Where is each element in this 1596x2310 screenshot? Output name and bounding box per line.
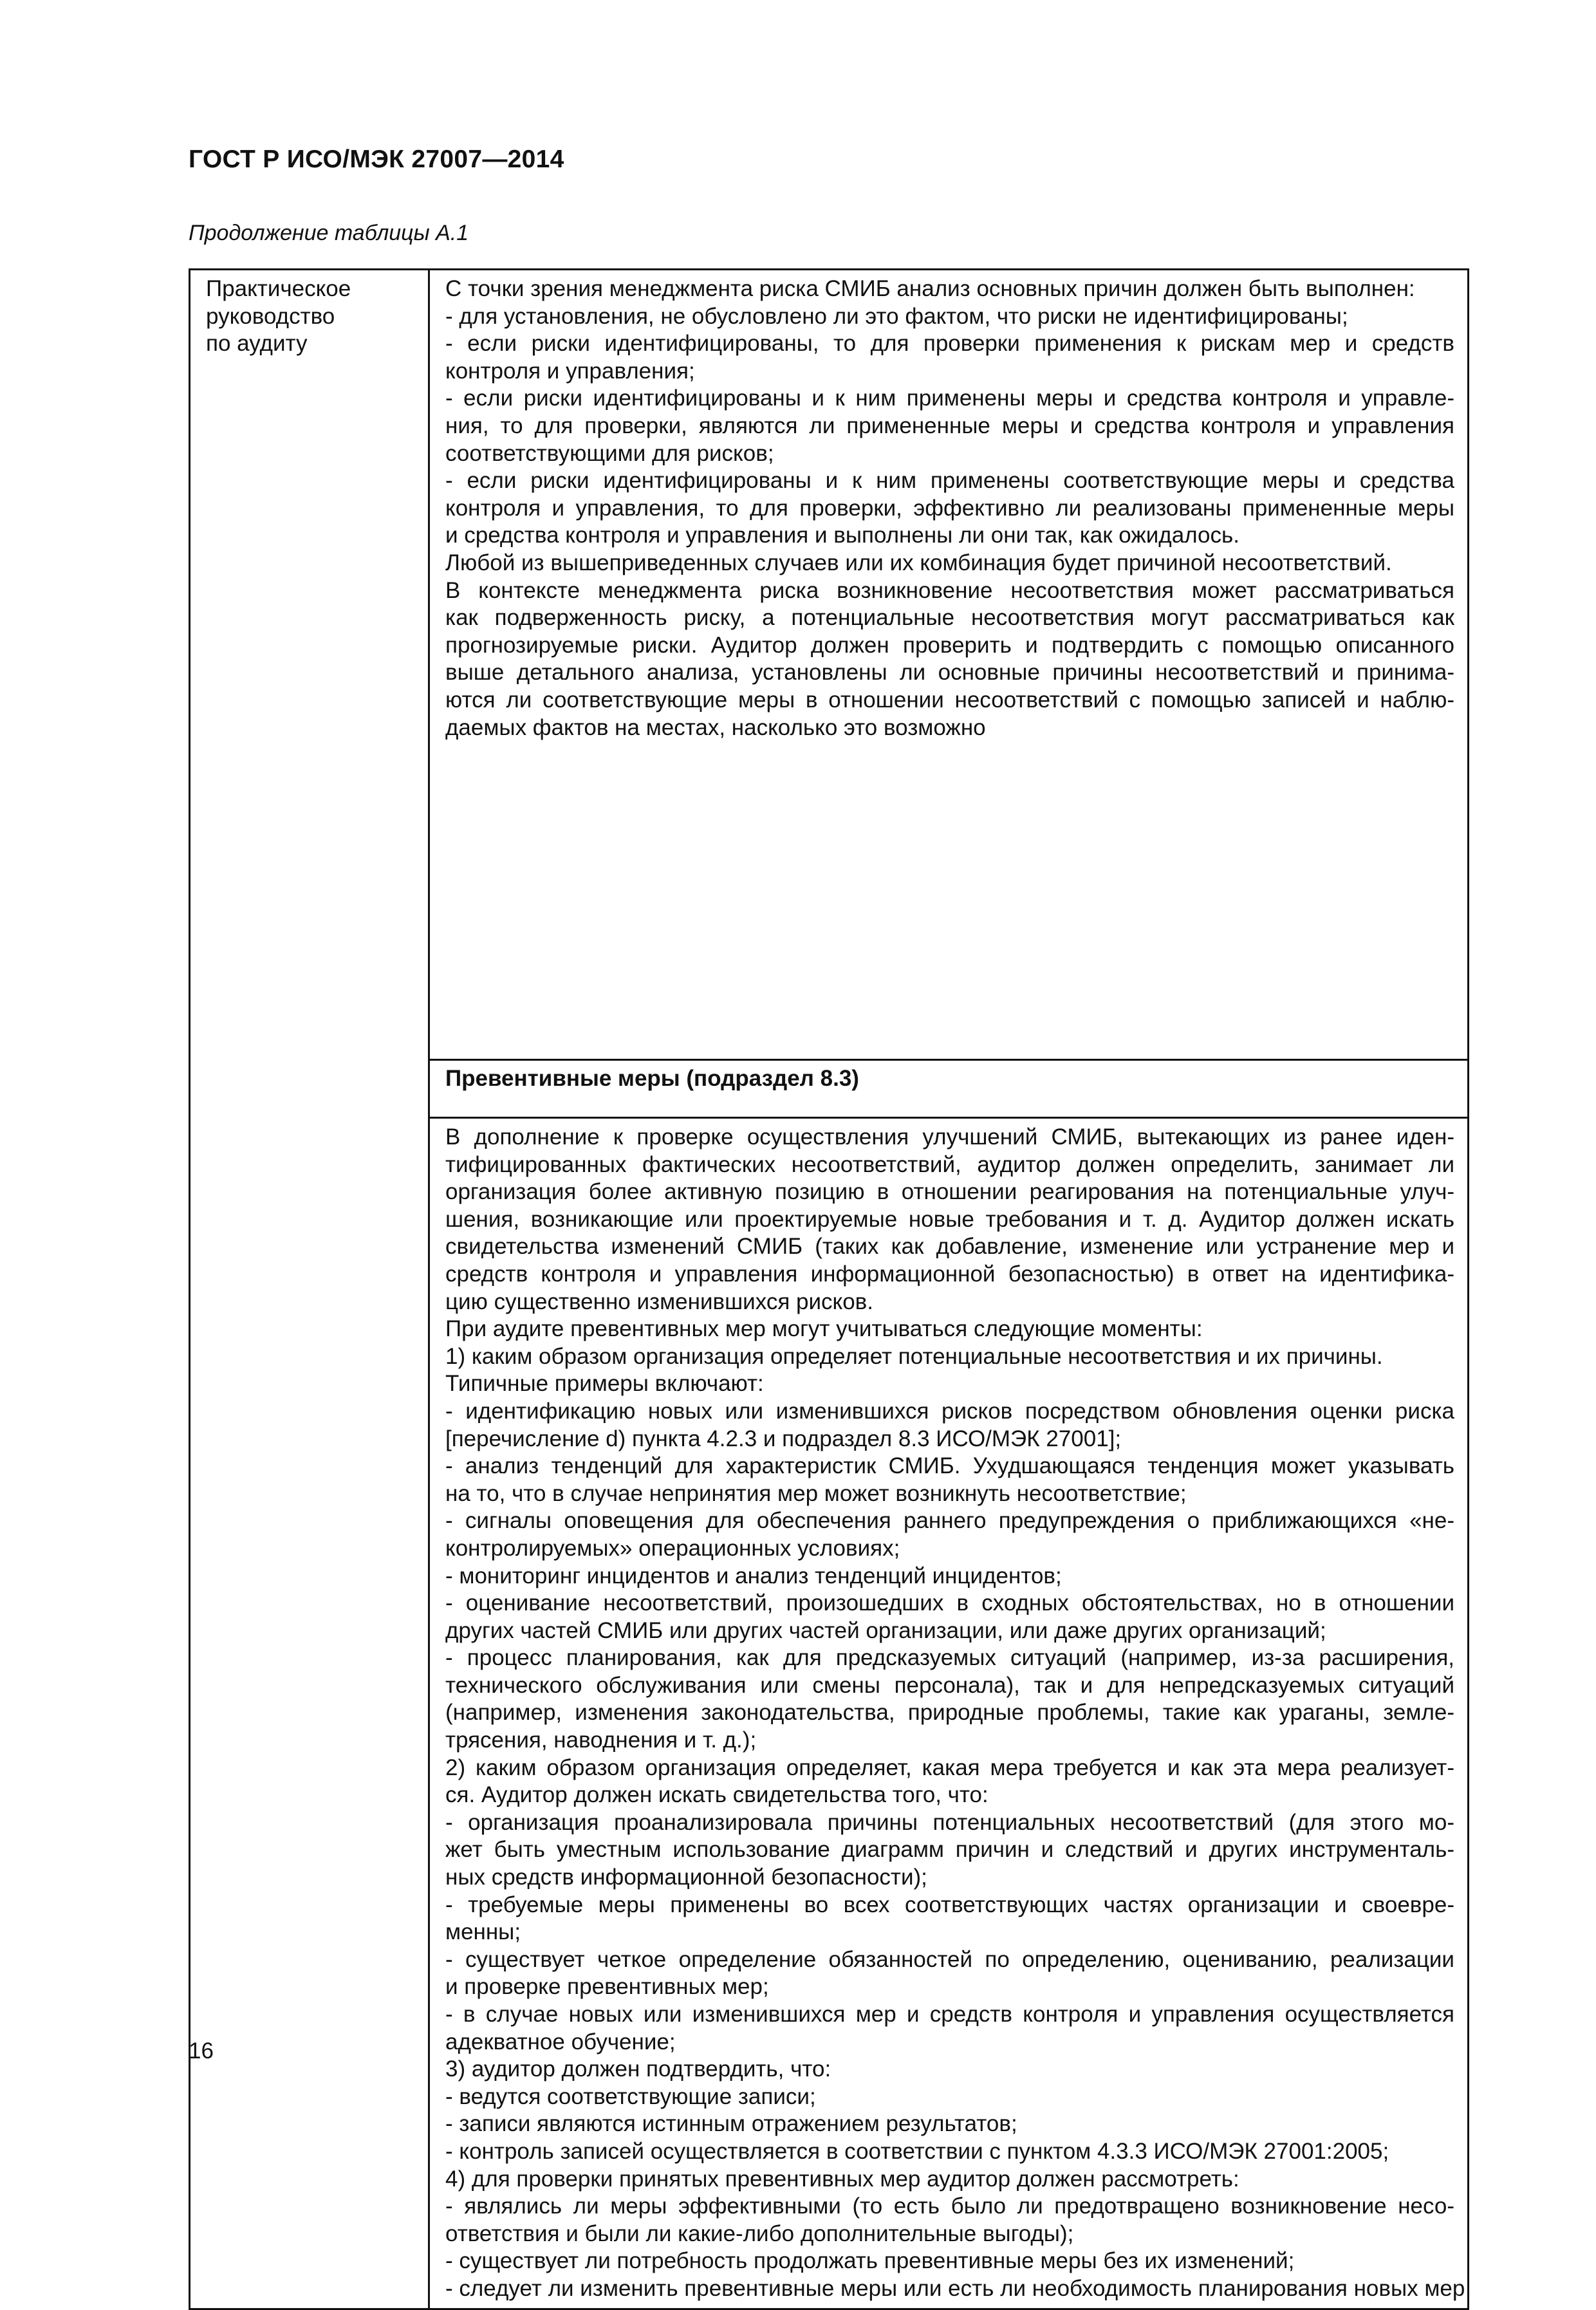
text-line: ответствия и были ли какие-либо дополнительные выгоды);	[445, 2221, 1074, 2246]
text-line: - ведутся соответствующие записи;	[445, 2083, 816, 2109]
text-line: - для установления, не обусловлено ли это фактом, что риски не идентифицированы;	[445, 303, 1348, 329]
text-line: С точки зрения менеджмента риска СМИБ анализ основных причин должен быть выполнен:	[445, 276, 1415, 301]
text-line: (например, изменения законодательства, природные проблемы, такие как ураганы, земле-	[445, 1700, 1454, 1726]
text-line: тифицированных фактических несоответствий, аудитор должен определить, занимает ли	[445, 1151, 1454, 1177]
text-line: других частей СМИБ или других частей организации, или даже других организаций;	[445, 1617, 1326, 1643]
text-line: Любой из вышеприведенных случаев или их комбинация будет причиной несоответствий.	[445, 550, 1392, 575]
text-line: Типичные примеры включают:	[445, 1371, 764, 1397]
table-caption: Продолжение таблицы А.1	[189, 221, 469, 245]
text-line: В контексте менеджмента риска возникновение несоответствия может рассматриваться	[445, 577, 1454, 603]
text-line: - анализ тенденций для характеристик СМИБ. Ухудшающаяся тенденция может указывать	[445, 1453, 1454, 1479]
root-cause-analysis-text	[429, 270, 1469, 1060]
text-line: технического обслуживания или смены персонала), так и для непредсказуемых ситуаций	[445, 1672, 1454, 1698]
text-line: 3) аудитор должен подтвердить, что:	[445, 2056, 831, 2082]
text-line: выше детального анализа, установлены ли основные причины несоответствий и принима-	[445, 660, 1454, 685]
text-line: - в случае новых или изменившихся мер и средств контроля и управления осуществляется	[445, 2002, 1454, 2027]
text-line: ния, то для проверки, являются ли примененные меры и средства контроля и управления	[445, 413, 1454, 438]
preventive-actions-text	[429, 1118, 1469, 2309]
text-line: - сигналы оповещения для обеспечения раннего предупреждения о приближающихся «не-	[445, 1508, 1454, 1534]
text-line: и проверке превентивных мер;	[445, 1974, 769, 2000]
text-line: ся. Аудитор должен искать свидетельства того, что:	[445, 1782, 988, 1808]
text-line: прогнозируемые риски. Аудитор должен проверить и подтвердить с помощью описанного	[445, 632, 1454, 658]
text-line: - если риски идентифицированы и к ним применены меры и средства контроля и управле-	[445, 386, 1454, 411]
text-line: организация более активную позицию в отношении реагирования на потенциальные улуч-	[445, 1179, 1454, 1205]
text-line: - идентификацию новых или изменившихся рисков посредством обновления оценки риска	[445, 1398, 1454, 1424]
left-label-line: Практическое	[206, 276, 351, 301]
text-line: на то, что в случае непринятия мер может возникнуть несоответствие;	[445, 1480, 1187, 1506]
text-line: - записи являются истинным отражением результатов;	[445, 2111, 1017, 2137]
text-line: [перечисление d) пункта 4.2.3 и подраздел 8.3 ИСО/МЭК 27001];	[445, 1426, 1122, 1451]
text-line: - следует ли изменить превентивные меры или есть ли необходимость планирования новых мер	[445, 2275, 1465, 2301]
text-line: В дополнение к проверке осуществления улучшений СМИБ, вытекающих из ранее иден-	[445, 1124, 1454, 1150]
text-line: шения, возникающие или проектируемые новые требования и т. д. Аудитор должен искать	[445, 1206, 1454, 1232]
text-line: При аудите превентивных мер могут учитываться следующие моменты:	[445, 1316, 1203, 1342]
text-line: адекватное обучение;	[445, 2029, 676, 2054]
text-line: - контроль записей осуществляется в соответствии с пунктом 4.3.3 ИСО/МЭК 27001:2005;	[445, 2138, 1389, 2164]
text-line: - существует четкое определение обязанностей по определению, оцениванию, реализации	[445, 1946, 1454, 1972]
text-line: жет быть уместным использование диаграмм причин и следствий и других инструменталь-	[445, 1837, 1454, 1863]
text-line: как подверженность риску, а потенциальные несоответствия могут рассматриваться как	[445, 605, 1454, 631]
text-line: контролируемых» операционных условиях;	[445, 1535, 900, 1561]
text-line: свидетельства изменений СМИБ (таких как добавление, изменение или устранение мер и	[445, 1234, 1454, 1260]
text-line: - если риски идентифицированы, то для проверки применения к рискам мер и средств	[445, 331, 1454, 357]
audit-guidance-table	[189, 268, 1469, 2310]
text-line: ных средств информационной безопасности);	[445, 1865, 927, 1890]
page-number: 16	[189, 2038, 214, 2063]
text-line: 2) каким образом организация определяет, какая мера требуется и как эта мера реализует-	[445, 1755, 1454, 1780]
text-line: - процесс планирования, как для предсказуемых ситуаций (например, из-за расширения,	[445, 1645, 1454, 1671]
text-line: средств контроля и управления информационной безопасностью) в ответ на идентифика-	[445, 1261, 1454, 1287]
text-line: - требуемые меры применены во всех соответствующих частях организации и своевре-	[445, 1892, 1454, 1917]
text-line: менны;	[445, 1919, 521, 1945]
text-line: цию существенно изменившихся рисков.	[445, 1289, 873, 1314]
text-line: даемых фактов на местах, насколько это возможно	[445, 714, 986, 740]
text-line: - существует ли потребность продолжать превентивные меры без их изменений;	[445, 2248, 1295, 2274]
text-line: - мониторинг инцидентов и анализ тенденций инцидентов;	[445, 1563, 1062, 1588]
document-header: ГОСТ Р ИСО/МЭК 27007—2014	[189, 145, 564, 173]
text-line: трясения, наводнения и т. д.);	[445, 1728, 757, 1753]
text-line: - оценивание несоответствий, произошедших в сходных обстоятельствах, но в отношении	[445, 1590, 1454, 1616]
text-line: - организация проанализировала причины потенциальных несоответствий (для этого мо-	[445, 1809, 1454, 1835]
text-line: - если риски идентифицированы и к ним применены соответствующие меры и средства	[445, 468, 1454, 494]
left-label-line: по аудиту	[206, 331, 308, 357]
section-title-preventive-actions: Превентивные меры (подраздел 8.3)	[429, 1060, 1469, 1118]
text-line: 1) каким образом организация определяет потенциальные несоответствия и их причины.	[445, 1343, 1383, 1369]
text-line: и средства контроля и управления и выполнены ли они так, как ожидалось.	[445, 523, 1239, 548]
text-line: контроля и управления;	[445, 358, 695, 384]
left-label-cell	[190, 270, 429, 2309]
text-line: контроля и управления, то для проверки, эффективно ли реализованы примененные меры	[445, 495, 1454, 521]
text-line: ются ли соответствующие меры в отношении несоответствий с помощью записей и наблю-	[445, 687, 1454, 713]
left-label-line: руководство	[206, 303, 335, 329]
text-line: - являлись ли меры эффективными (то есть было ли предотвращено возникновение несо-	[445, 2194, 1454, 2219]
text-line: соответствующими для рисков;	[445, 440, 774, 466]
text-line: 4) для проверки принятых превентивных мер аудитор должен рассмотреть:	[445, 2166, 1239, 2192]
